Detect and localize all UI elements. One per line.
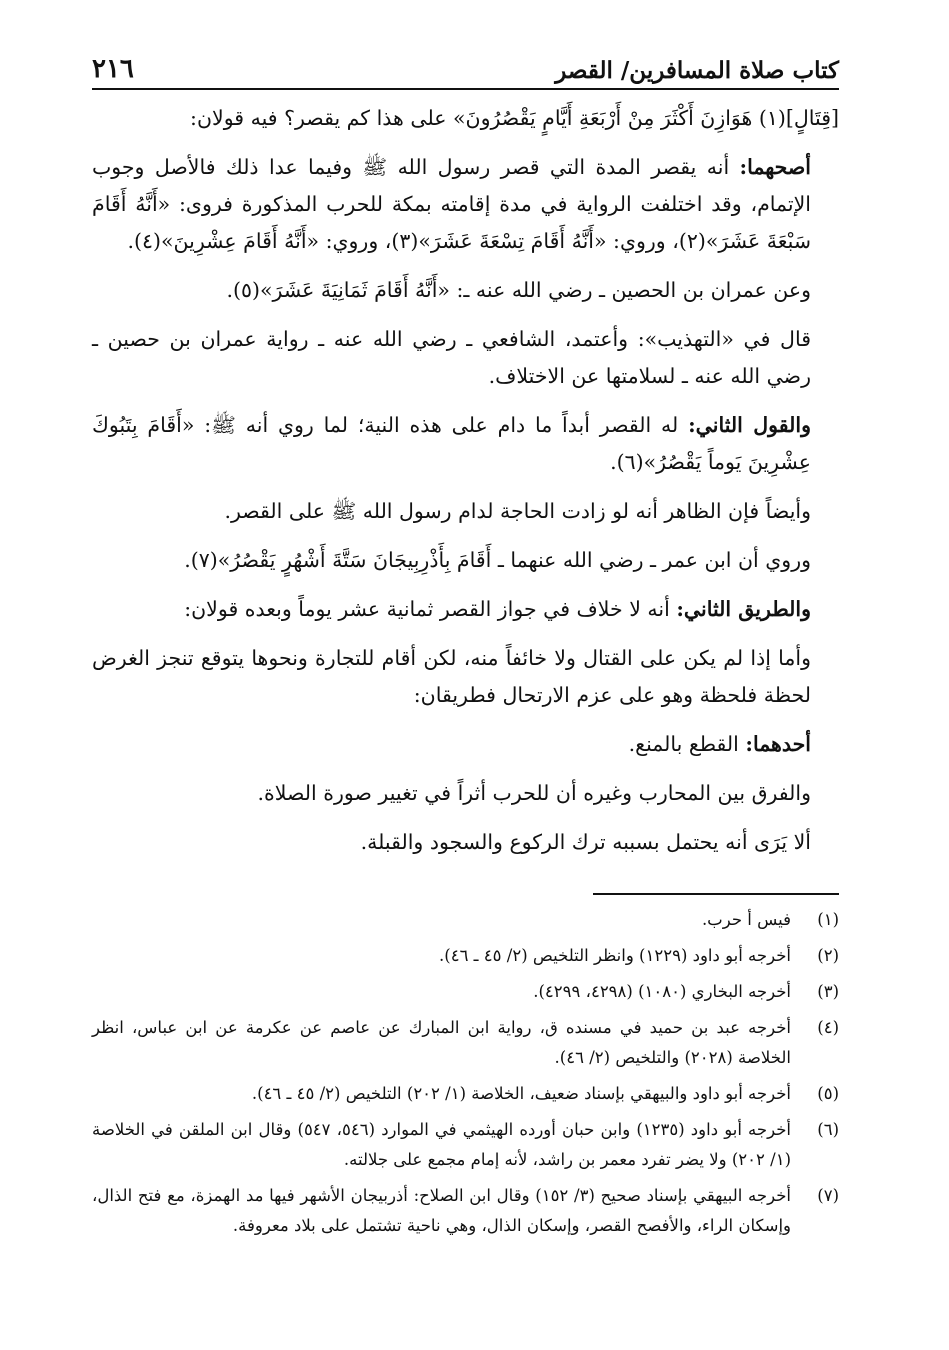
footnote-text: أخرجه عبد بن حميد في مسنده ق، رواية ابن المبارك عن عاصم عن عكرمة عن ابن عباس، انظر الخلاصة (٢٠٢٨) والتلخيص (٢/ ٤٦). — [92, 1018, 791, 1067]
footnote-number: (٧) — [817, 1186, 839, 1205]
paragraph: أصحهما: أنه يقصر المدة التي قصر رسول الله ﷺ وفيما عدا ذلك فالأصل وجوب الإتمام، وقد اختلفت الرواية في مدة إقامته بمكة للحرب المذكورة فروى: «أَنَّهُ أَقَامَ سَبْعَةَ عَشَرَ»(٢)، وروي: «أَنَّهُ أَقَامَ تِسْعَةَ عَشَرَ»(٣)، وروي: «أَنَّهُ أَقَامَ عِشْرِينَ»(٤). — [92, 155, 811, 253]
footnote-number: (١) — [817, 910, 839, 929]
paragraph-lead: أحدهما: — [745, 732, 811, 756]
footnote-text: أخرجه البخاري (١٠٨٠) (٤٢٩٨، ٤٢٩٩). — [533, 982, 791, 1001]
footnote-text: أخرجه أبو داود والبيهقي بإسناد ضعيف، الخلاصة (١/ ٢٠٢) التلخيص (٢/ ٤٥ ـ ٤٦). — [251, 1084, 791, 1103]
page-number: ٢١٦ — [92, 54, 134, 84]
footnote — [92, 905, 839, 935]
paragraph: [قِتَالٍ](١) هَوَازِنَ أَكْثَرَ مِنْ أَرْبَعَةِ أَيَّامٍ يَقْصُرُونَ» على هذا كم يقصر؟ فيه قولان: — [190, 106, 839, 130]
paragraph: أحدهما: القطع بالمنع. — [628, 732, 811, 756]
footnote — [92, 1115, 839, 1175]
footnote-text: أخرجه أبو داود (١٢٢٩) وانظر التلخيص (٢/ ٤٥ ـ ٤٦). — [439, 946, 791, 965]
paragraph: والفرق بين المحارب وغيره أن للحرب أثراً في تغيير صورة الصلاة. — [257, 781, 811, 805]
paragraph: والقول الثاني: له القصر أبداً ما دام على هذه النية؛ لما روي أنه ﷺ: «أَقَامَ بِتَبُوكَ عِشْرِينَ يَوماً يَقْصُرُ»(٦). — [92, 413, 811, 474]
paragraph: وروي أن ابن عمر ـ رضي الله عنهما ـ أَقَامَ بِأَذْرِبِيجَانَ سَتَّةَ أَشْهُرٍ يَقْصُرُ»(٧). — [184, 548, 811, 572]
footnote-text: أخرجه البيهقي بإسناد صحيح (٣/ ١٥٢) وقال ابن الصلاح: أذربيجان الأشهر فيها مد الهمزة، مع فتح الذال، وإسكان الراء، والأفصح القصر، وإسكان الذال، وهي ناحية تشتمل على بلاد معروفة. — [92, 1186, 791, 1235]
paragraph-lead: والقول الثاني: — [688, 413, 811, 437]
footnote-number: (٢) — [817, 946, 839, 965]
footnotes — [92, 905, 839, 1247]
paragraph: وعن عمران بن الحصين ـ رضي الله عنه ـ: «أَنَّهُ أَقَامَ ثَمَانِيَةَ عَشَرَ»(٥). — [226, 278, 811, 302]
paragraph: وأما إذا لم يكن على القتال ولا خائفاً منه، لكن أقام للتجارة ونحوها يتوقع تنجز الغرض لحظة فلحظة وهو على عزم الارتحال فطريقان: — [92, 646, 811, 707]
footnote — [92, 1013, 839, 1073]
footnote-text: فيس أ حرب. — [701, 910, 791, 929]
page-header — [92, 40, 839, 90]
footnote-text: أخرجه أبو داود (١٢٣٥) وابن حبان أورده الهيثمي في الموارد (٥٤٦، ٥٤٧) وقال ابن الملقن في الخلاصة (١/ ٢٠٢) ولا يضر تفرد معمر بن راشد، لأنه إمام مجمع على جلالته. — [92, 1120, 791, 1169]
paragraph-lead: والطريق الثاني: — [676, 597, 811, 621]
paragraph: وأيضاً فإن الظاهر أنه لو زادت الحاجة لدام رسول الله ﷺ على القصر. — [224, 499, 811, 523]
footnote-divider — [593, 893, 839, 895]
footnote-number: (٦) — [817, 1120, 839, 1139]
footnote-number: (٤) — [817, 1018, 839, 1037]
running-title: كتاب صلاة المسافرين/ القصر — [555, 57, 839, 84]
footnote-number: (٣) — [817, 982, 839, 1001]
paragraph: قال في «التهذيب»: وأعتمد، الشافعي ـ رضي الله عنه ـ رواية عمران بن حصين ـ رضي الله عنه ـ لسلامتها عن الاختلاف. — [92, 327, 811, 388]
footnote — [92, 977, 839, 1007]
footnote-number: (٥) — [817, 1084, 839, 1103]
paragraph: ألا يَرَى أنه يحتمل بسببه ترك الركوع والسجود والقبلة. — [360, 830, 811, 854]
footnote — [92, 941, 839, 971]
paragraph-lead: أصحهما: — [739, 155, 811, 179]
main-text — [92, 100, 839, 873]
paragraph: والطريق الثاني: أنه لا خلاف في جواز القصر ثمانية عشر يوماً وبعده قولان: — [184, 597, 811, 621]
footnote — [92, 1079, 839, 1109]
footnote — [92, 1181, 839, 1241]
